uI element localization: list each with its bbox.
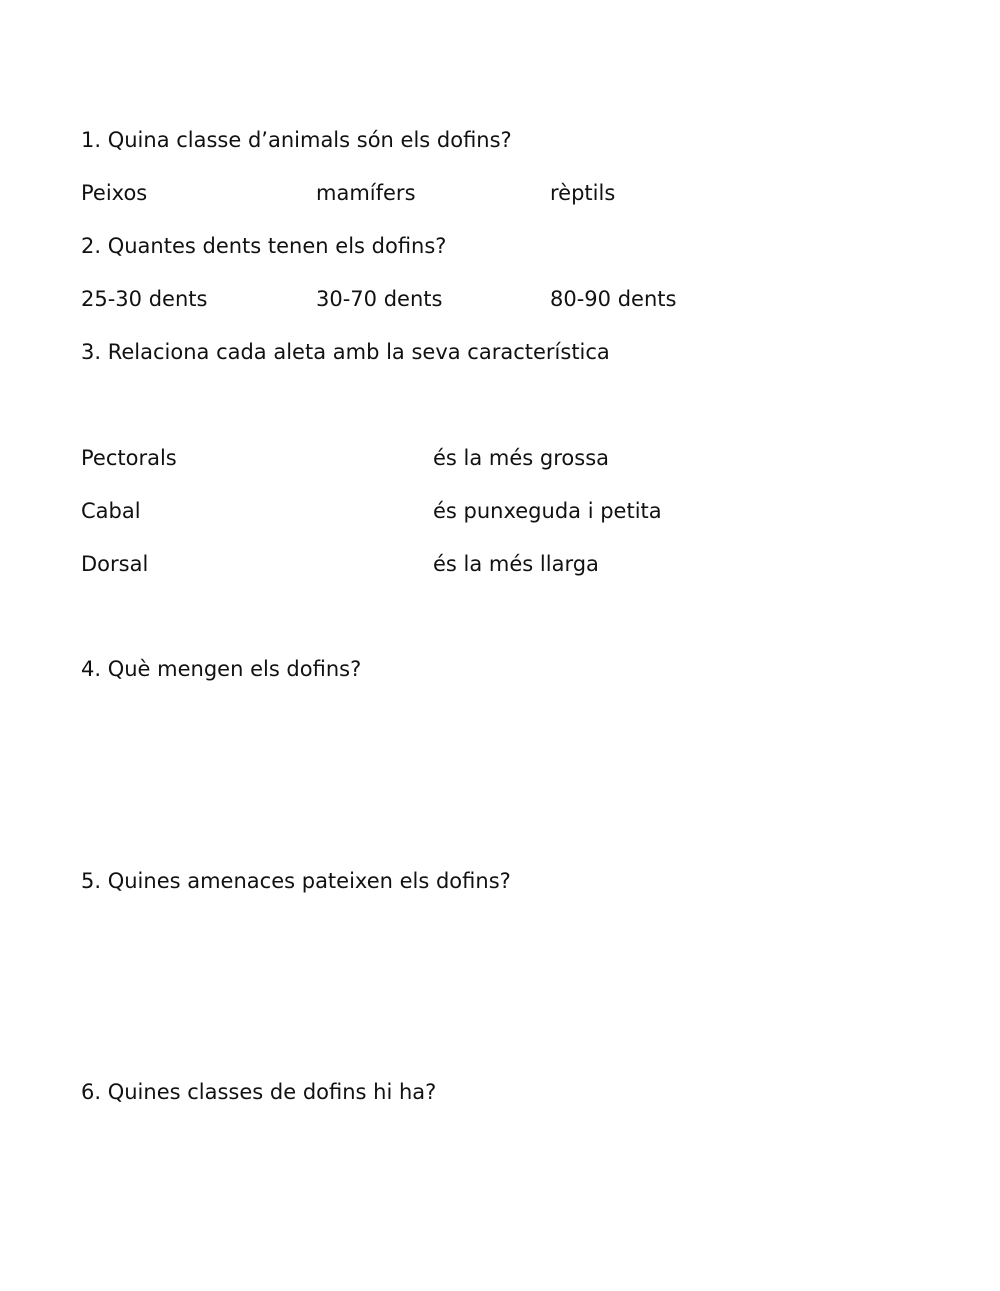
q1-option-mamifers: mamífers	[316, 181, 416, 205]
q1-option-reptils: rèptils	[550, 181, 616, 205]
q2-option-3: 80-90 dents	[550, 287, 677, 311]
question-4: 4. Què mengen els dofins?	[81, 657, 362, 681]
question-3: 3. Relaciona cada aleta amb la seva característica	[81, 340, 610, 364]
q3-left-item: Dorsal	[81, 552, 149, 576]
q3-left-item: Cabal	[81, 499, 141, 523]
question-6: 6. Quines classes de dofins hi ha?	[81, 1080, 437, 1104]
q3-left-item: Pectorals	[81, 446, 177, 470]
q1-option-peixos: Peixos	[81, 181, 148, 205]
question-5: 5. Quines amenaces pateixen els dofins?	[81, 869, 511, 893]
question-2: 2. Quantes dents tenen els dofins?	[81, 234, 447, 258]
q2-option-1: 25-30 dents	[81, 287, 208, 311]
q3-right-item: és la més grossa	[433, 446, 610, 470]
q2-option-2: 30-70 dents	[316, 287, 443, 311]
q3-right-item: és la més llarga	[433, 552, 599, 576]
q3-right-item: és punxeguda i petita	[433, 499, 662, 523]
question-1: 1. Quina classe d’animals són els dofins?	[81, 128, 512, 152]
